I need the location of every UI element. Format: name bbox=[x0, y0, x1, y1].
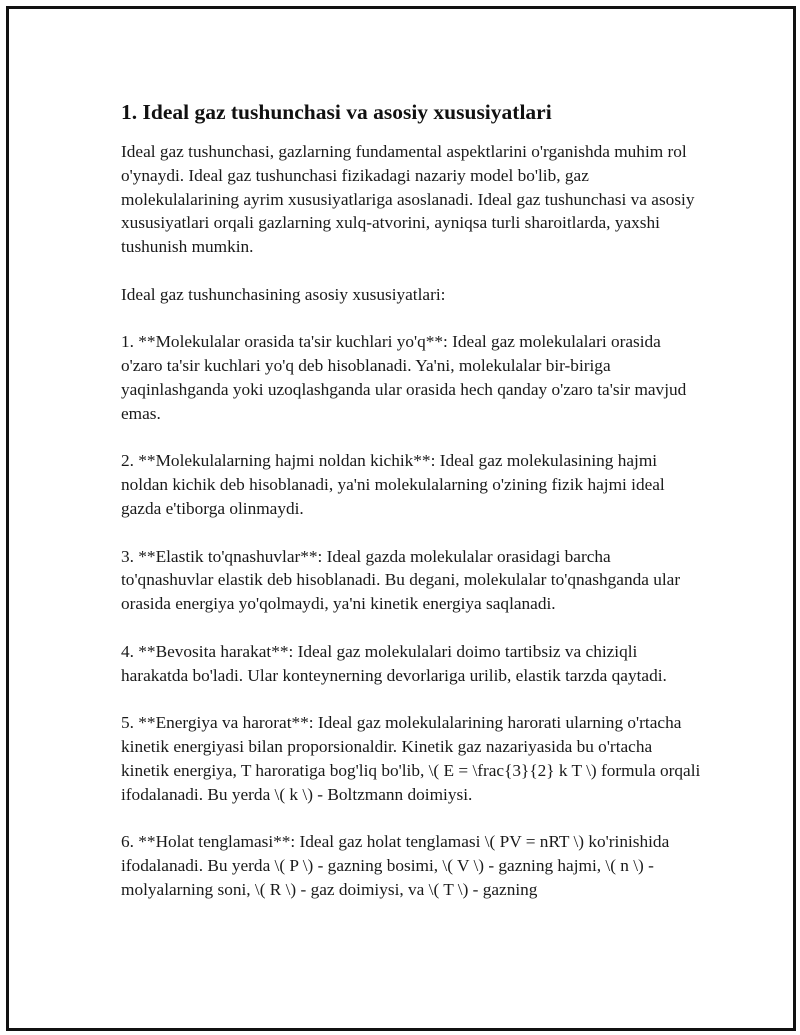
section-heading: 1. Ideal gaz tushunchasi va asosiy xususiyatlari bbox=[121, 100, 552, 124]
property-item-1: 1. **Molekulalar orasida ta'sir kuchlari yo'q**: Ideal gaz molekulalari orasida o'zaro ta'sir kuchlari yo'q deb hisoblanadi. Ya'ni, molekulalar bir-biriga yaqinlashganda yoki uzoqlashganda ular orasida hech qanday o'zaro ta'sir mavjud emas. bbox=[121, 332, 687, 423]
property-item-2: 2. **Molekulalarning hajmi noldan kichik**: Ideal gaz molekulasining hajmi noldan kichik deb hisoblanadi, ya'ni molekulalarning o'zining fizik hajmi ideal gazda e'tiborga olinmaydi. bbox=[121, 451, 665, 518]
property-item-3: 3. **Elastik to'qnashuvlar**: Ideal gazda molekulalar orasidagi barcha to'qnashuvlar elastik deb hisoblanadi. Bu degani, molekulalar to'qnashganda ular orasida energiya yo'qolmaydi, ya'ni kinetik energiya saqlanadi. bbox=[121, 546, 681, 614]
document-page bbox=[6, 6, 796, 1031]
list-intro-paragraph: Ideal gaz tushunchasining asosiy xususiyatlari: bbox=[121, 284, 446, 304]
property-item-6: 6. **Holat tenglamasi**: Ideal gaz holat tenglamasi \( PV = nRT \) ko'rinishida ifodalanadi. Bu yerda \( P \) - gazning bosimi, \( V \) - gazning hajmi, \( n \) - molyalarning soni, \( R \) - gaz doimiysi, va \( T \) - gazning bbox=[121, 832, 670, 899]
property-item-4: 4. **Bevosita harakat**: Ideal gaz molekulalari doimo tartibsiz va chiziqli harakatda bo'ladi. Ular konteynerning devorlariga urilib, elastik tarzda qaytadi. bbox=[121, 641, 667, 685]
property-item-5: 5. **Energiya va harorat**: Ideal gaz molekulalarining harorati ularning o'rtacha kinetik energiyasi bilan proporsionaldir. Kinetik gaz nazariyasida bu o'rtacha kinetik energiya, T haroratiga bog'liq bo'lib, \( E = \frac{3}{2} k T \) formula orqali ifodalanadi. Bu yerda \( k \) - Boltzmann doimiysi. bbox=[121, 713, 701, 804]
document-body bbox=[121, 98, 701, 925]
intro-paragraph: Ideal gaz tushunchasi, gazlarning fundamental aspektlarini o'rganishda muhim rol o'ynaydi. Ideal gaz tushunchasi fizikadagi nazariy model bo'lib, gaz molekulalarining ayrim xususiyatlariga asoslanadi. Ideal gaz tushunchasi va asosiy xususiyatlari orqali gazlarning xulq-atvorini, ayniqsa turli sharoitlarda, yaxshi tushunish mumkin. bbox=[121, 142, 695, 257]
